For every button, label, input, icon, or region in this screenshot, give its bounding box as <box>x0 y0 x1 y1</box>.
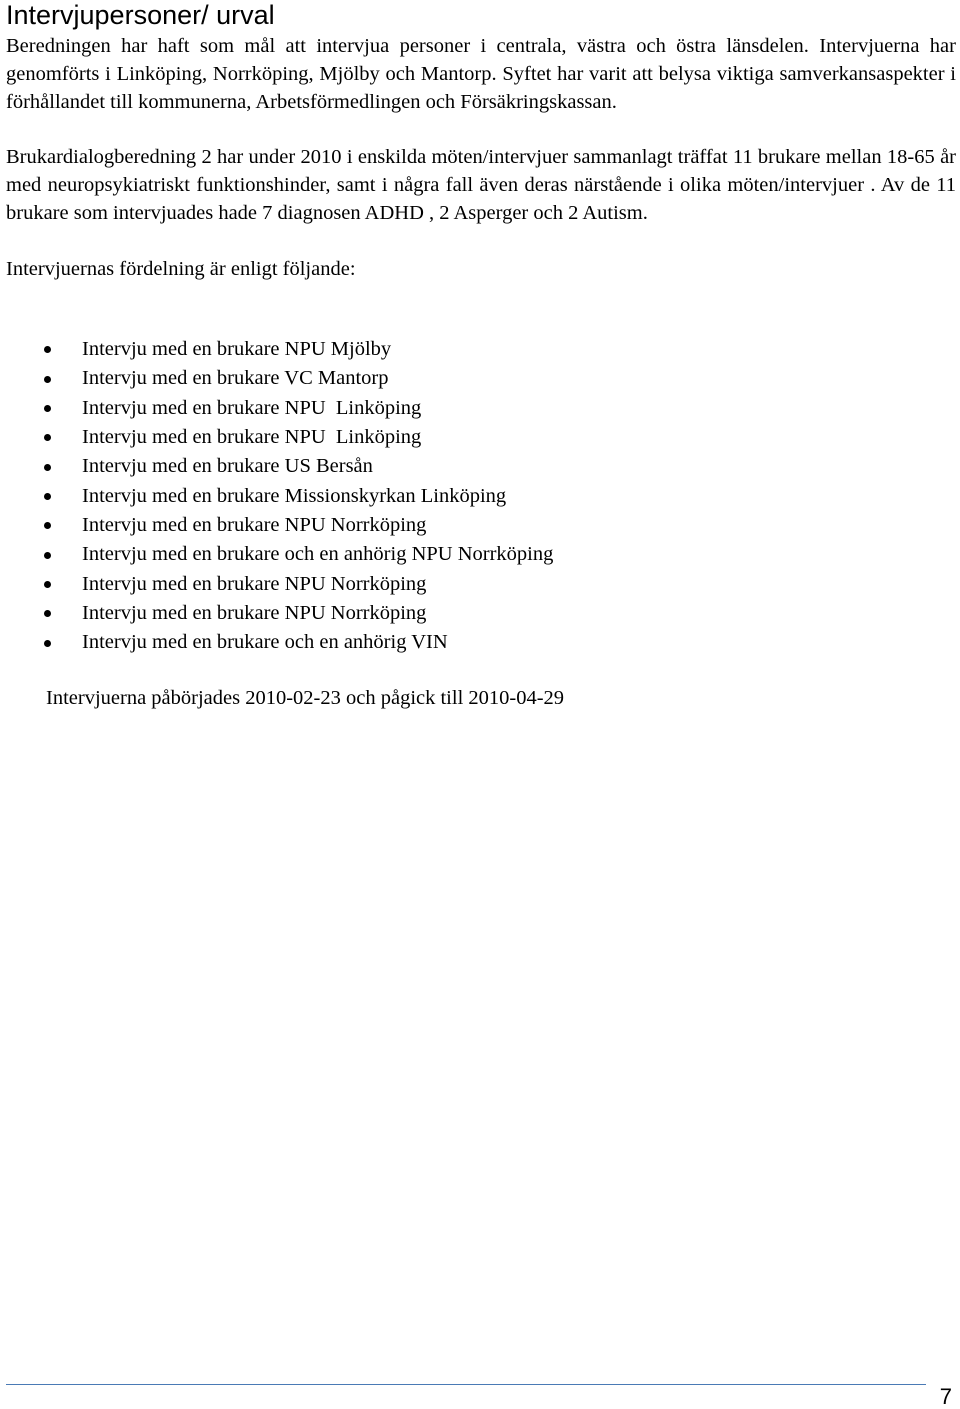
bullet-icon <box>44 640 51 647</box>
list-item-text: Intervju med en brukare och en anhörig VIN <box>82 631 448 654</box>
list-item <box>44 599 553 628</box>
list-item-text: Intervju med en brukare NPU Mjölby <box>82 338 392 360</box>
bullet-icon <box>44 405 51 412</box>
footer-divider <box>6 1384 926 1385</box>
section-heading: Intervjupersoner/ urval <box>6 0 275 30</box>
list-item <box>44 570 553 599</box>
bullet-icon <box>44 464 51 471</box>
list-item-text: Intervju med en brukare NPU Linköping <box>82 396 422 419</box>
bullet-icon <box>44 581 51 588</box>
bullet-icon <box>44 434 51 441</box>
list-item-text: Intervju med en brukare VC Mantorp <box>82 367 389 390</box>
list-item-text: Intervju med en brukare NPU Norrköping <box>82 602 427 625</box>
list-item <box>44 511 553 540</box>
interview-list <box>44 335 553 658</box>
list-item <box>44 628 553 657</box>
list-item <box>44 394 553 423</box>
list-item-text: Intervju med en brukare NPU Norrköping <box>82 572 427 595</box>
bullet-icon <box>44 522 51 529</box>
list-item-text: Intervju med en brukare Missionskyrkan Linköping <box>82 484 507 507</box>
list-item <box>44 364 553 393</box>
bullet-icon <box>44 376 51 383</box>
bullet-icon <box>44 552 51 559</box>
bullet-icon <box>44 493 51 500</box>
list-item <box>44 335 553 364</box>
list-item <box>44 452 553 481</box>
list-item <box>44 423 553 452</box>
list-item <box>44 482 553 511</box>
list-item <box>44 540 553 569</box>
list-item-text: Intervju med en brukare NPU Linköping <box>82 426 422 449</box>
interview-period-text: Intervjuerna påbörjades 2010-02-23 och pågick till 2010-04-29 <box>46 687 565 709</box>
list-item-text: Intervju med en brukare och en anhörig NPU Norrköping <box>82 543 554 566</box>
page-number: 7 <box>939 1384 952 1409</box>
paragraph-purpose: Beredningen har haft som mål att intervjua personer i centrala, västra och östra länsdelen. Intervjuerna har genomförts i Linköping, Norrköping, Mjölby och Mantorp. Syftet har varit att belysa viktiga samverkansaspekter i förhållandet till kommunerna, Arbetsförmedlingen och Försäkringskassan. <box>6 35 956 113</box>
paragraph-distribution-intro: Intervjuernas fördelning är enligt följande: <box>6 258 356 280</box>
bullet-icon <box>44 346 51 353</box>
paragraph-participants: Brukardialogberedning 2 har under 2010 i enskilda möten/intervjuer sammanlagt träffat 11 brukare mellan 18-65 år med neuropsykiatriskt funktionshinder, samt i några fall även deras närstående i olika möten/intervjuer . Av de 11 brukare som intervjuades hade 7 diagnosen ADHD , 2 Asperger och 2 Autism. <box>6 146 956 224</box>
bullet-icon <box>44 610 51 617</box>
list-item-text: Intervju med en brukare NPU Norrköping <box>82 514 427 537</box>
list-item-text: Intervju med en brukare US Bersån <box>82 455 373 478</box>
